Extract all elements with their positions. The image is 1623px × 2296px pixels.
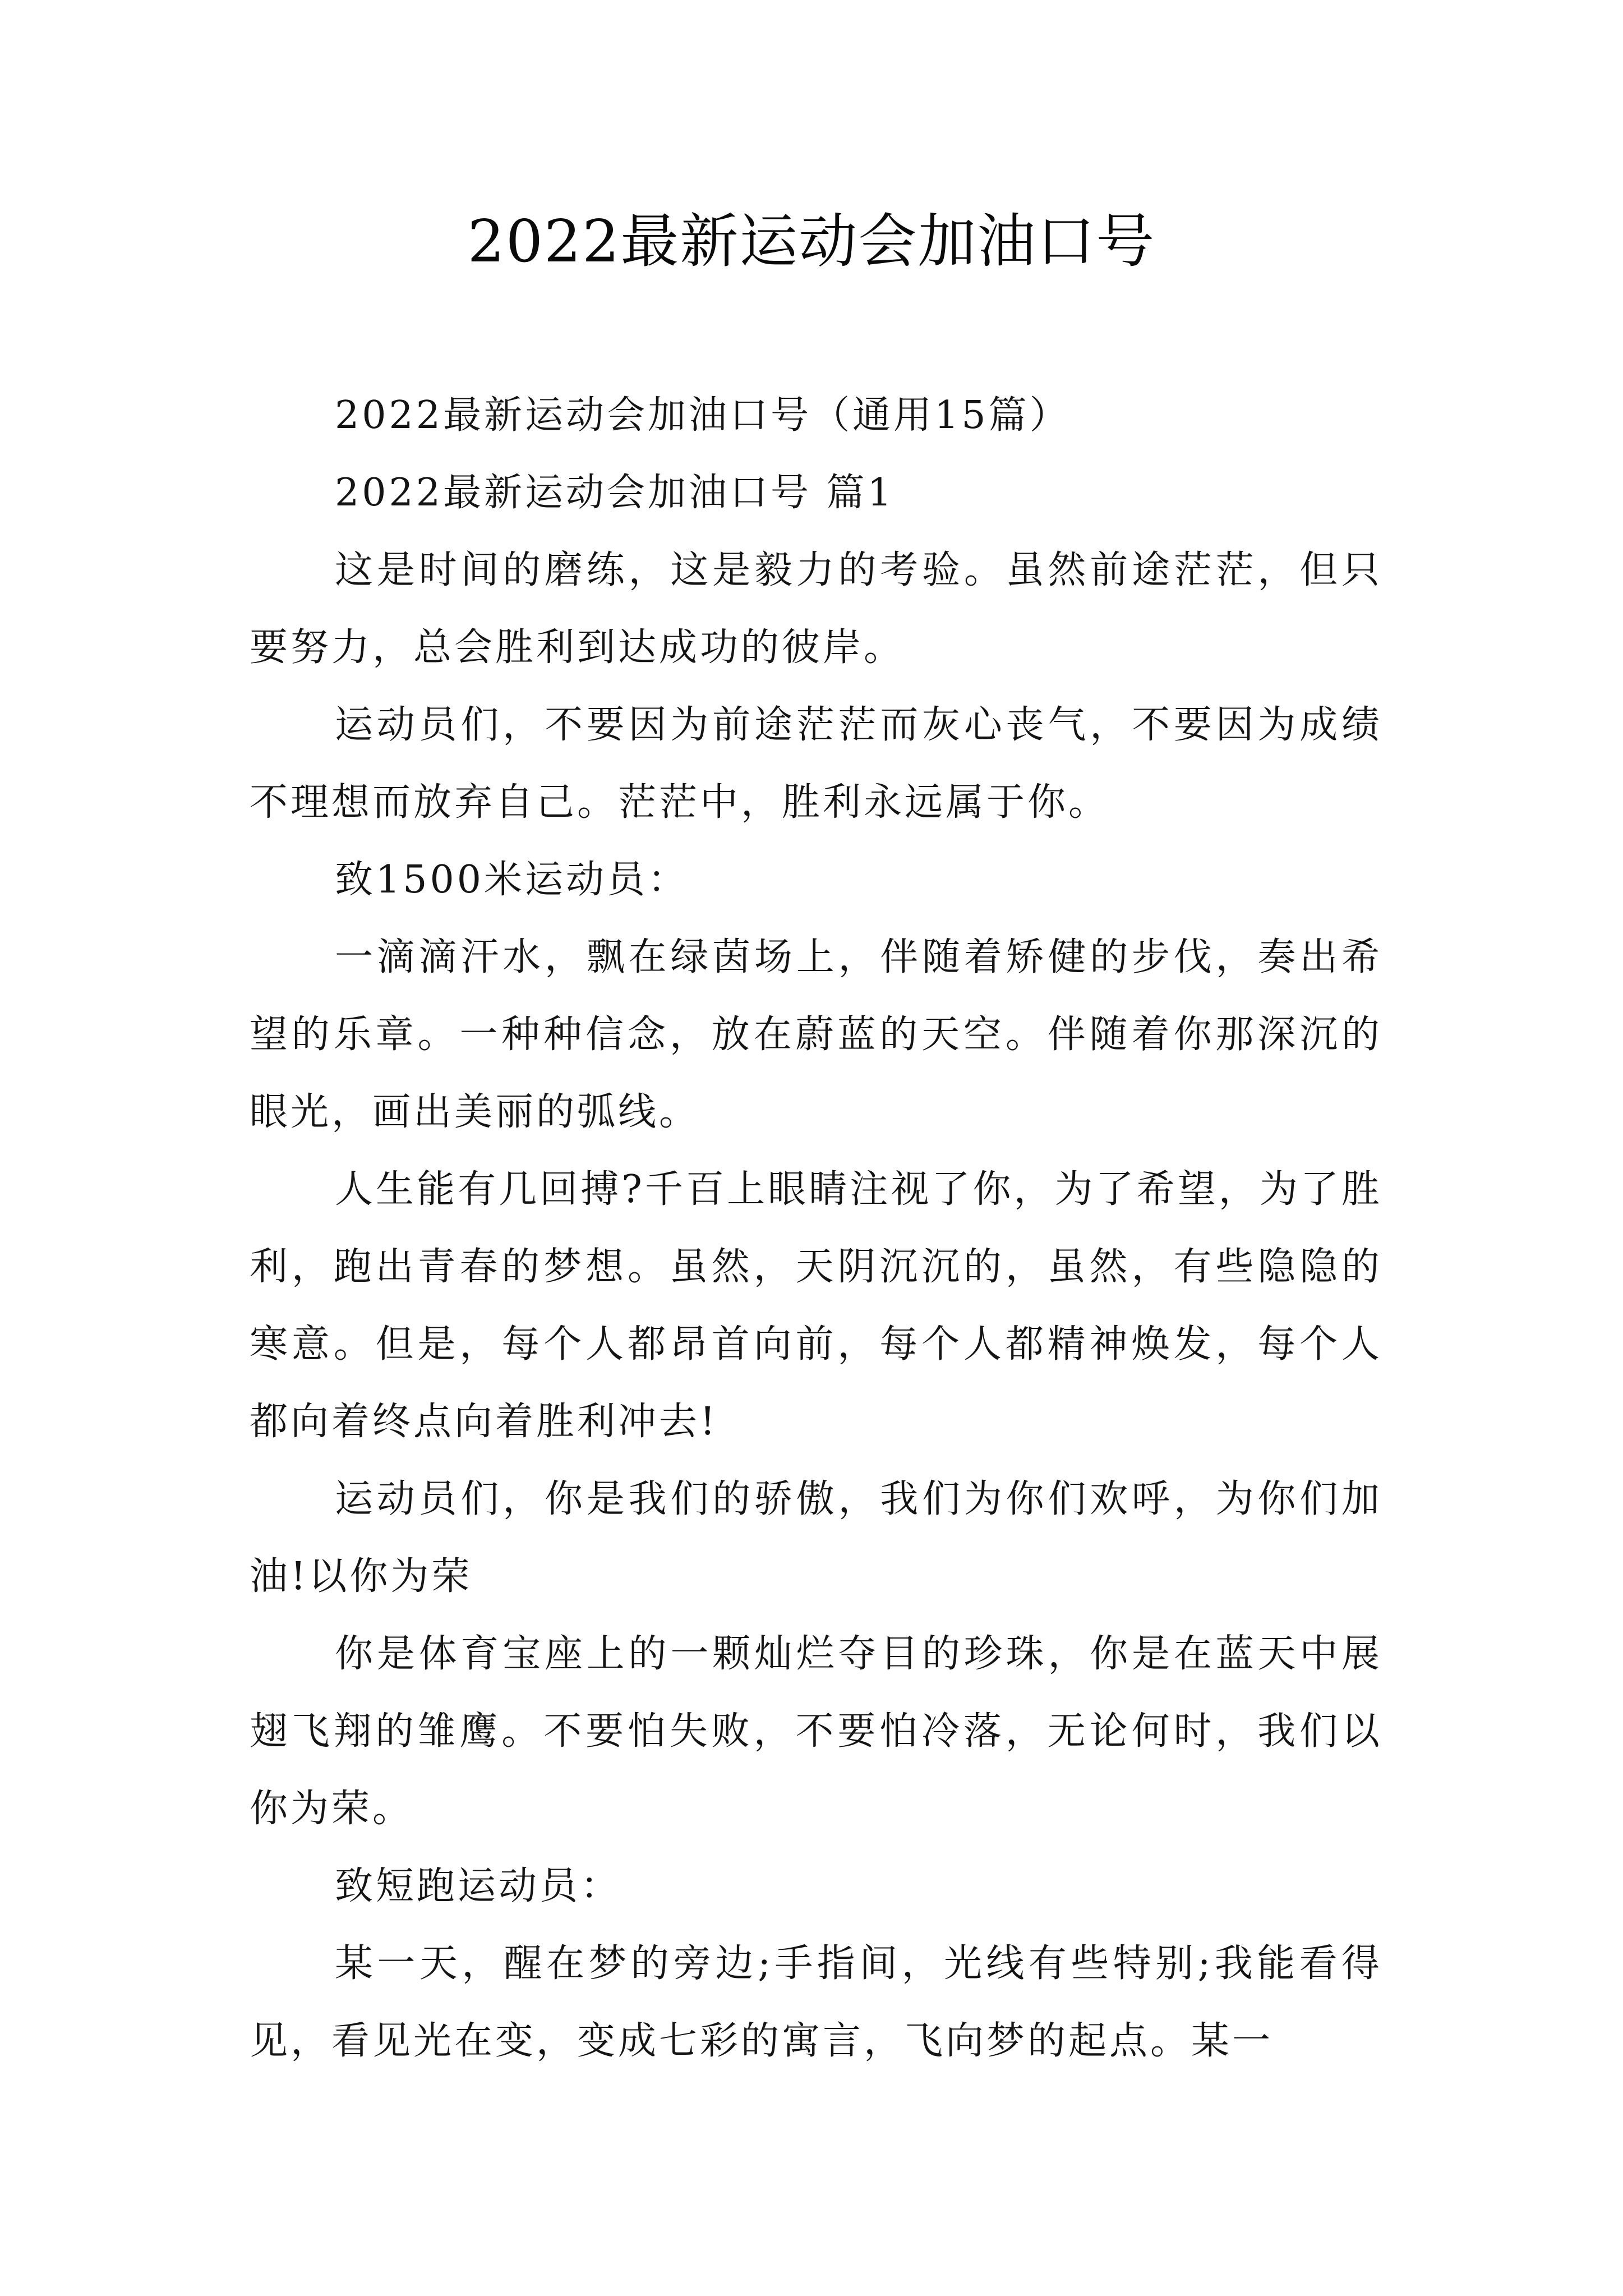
- body-paragraph: 运动员们，不要因为前途茫茫而灰心丧气，不要因为成绩不理想而放弃自己。茫茫中，胜利永远属于你。: [250, 703, 1382, 825]
- body-paragraph: 一滴滴汗水，飘在绿茵场上，伴随着矫健的步伐，奏出希望的乐章。一种种信念，放在蔚蓝的天空。伴随着你那深沉的眼光，画出美丽的弧线。: [250, 935, 1382, 1134]
- subtitle-paragraph: 2022最新运动会加油口号（通用15篇）: [335, 393, 1071, 438]
- body-paragraph: 某一天，醒在梦的旁边;手指间，光线有些特别;我能看得见，看见光在变，变成七彩的寓言，飞向梦的起点。某一: [250, 1941, 1382, 2063]
- body-paragraph: 人生能有几回搏?千百上眼睛注视了你，为了希望，为了胜利，跑出青春的梦想。虽然，天阴沉沉的，虽然，有些隐隐的寒意。但是，每个人都昂首向前，每个人都精神焕发，每个人都向着终点向着胜利冲去!: [250, 1167, 1382, 1444]
- body-paragraph: 这是时间的磨练，这是毅力的考验。虽然前途茫茫，但只要努力，总会胜利到达成功的彼岸。: [250, 548, 1382, 670]
- body-paragraph: 你是体育宝座上的一颗灿烂夺目的珍珠，你是在蓝天中展翅飞翔的雏鹰。不要怕失败，不要怕冷落，无论何时，我们以你为荣。: [250, 1632, 1382, 1831]
- document-body: [250, 377, 1382, 2080]
- section-heading: 2022最新运动会加油口号 篇1: [335, 471, 895, 515]
- body-paragraph: 致1500米运动员：: [335, 858, 689, 902]
- document-title: 2022最新运动会加油口号: [467, 207, 1156, 275]
- body-paragraph: 致短跑运动员：: [335, 1864, 622, 1908]
- body-paragraph: 运动员们，你是我们的骄傲，我们为你们欢呼，为你们加油!以你为荣: [250, 1477, 1382, 1599]
